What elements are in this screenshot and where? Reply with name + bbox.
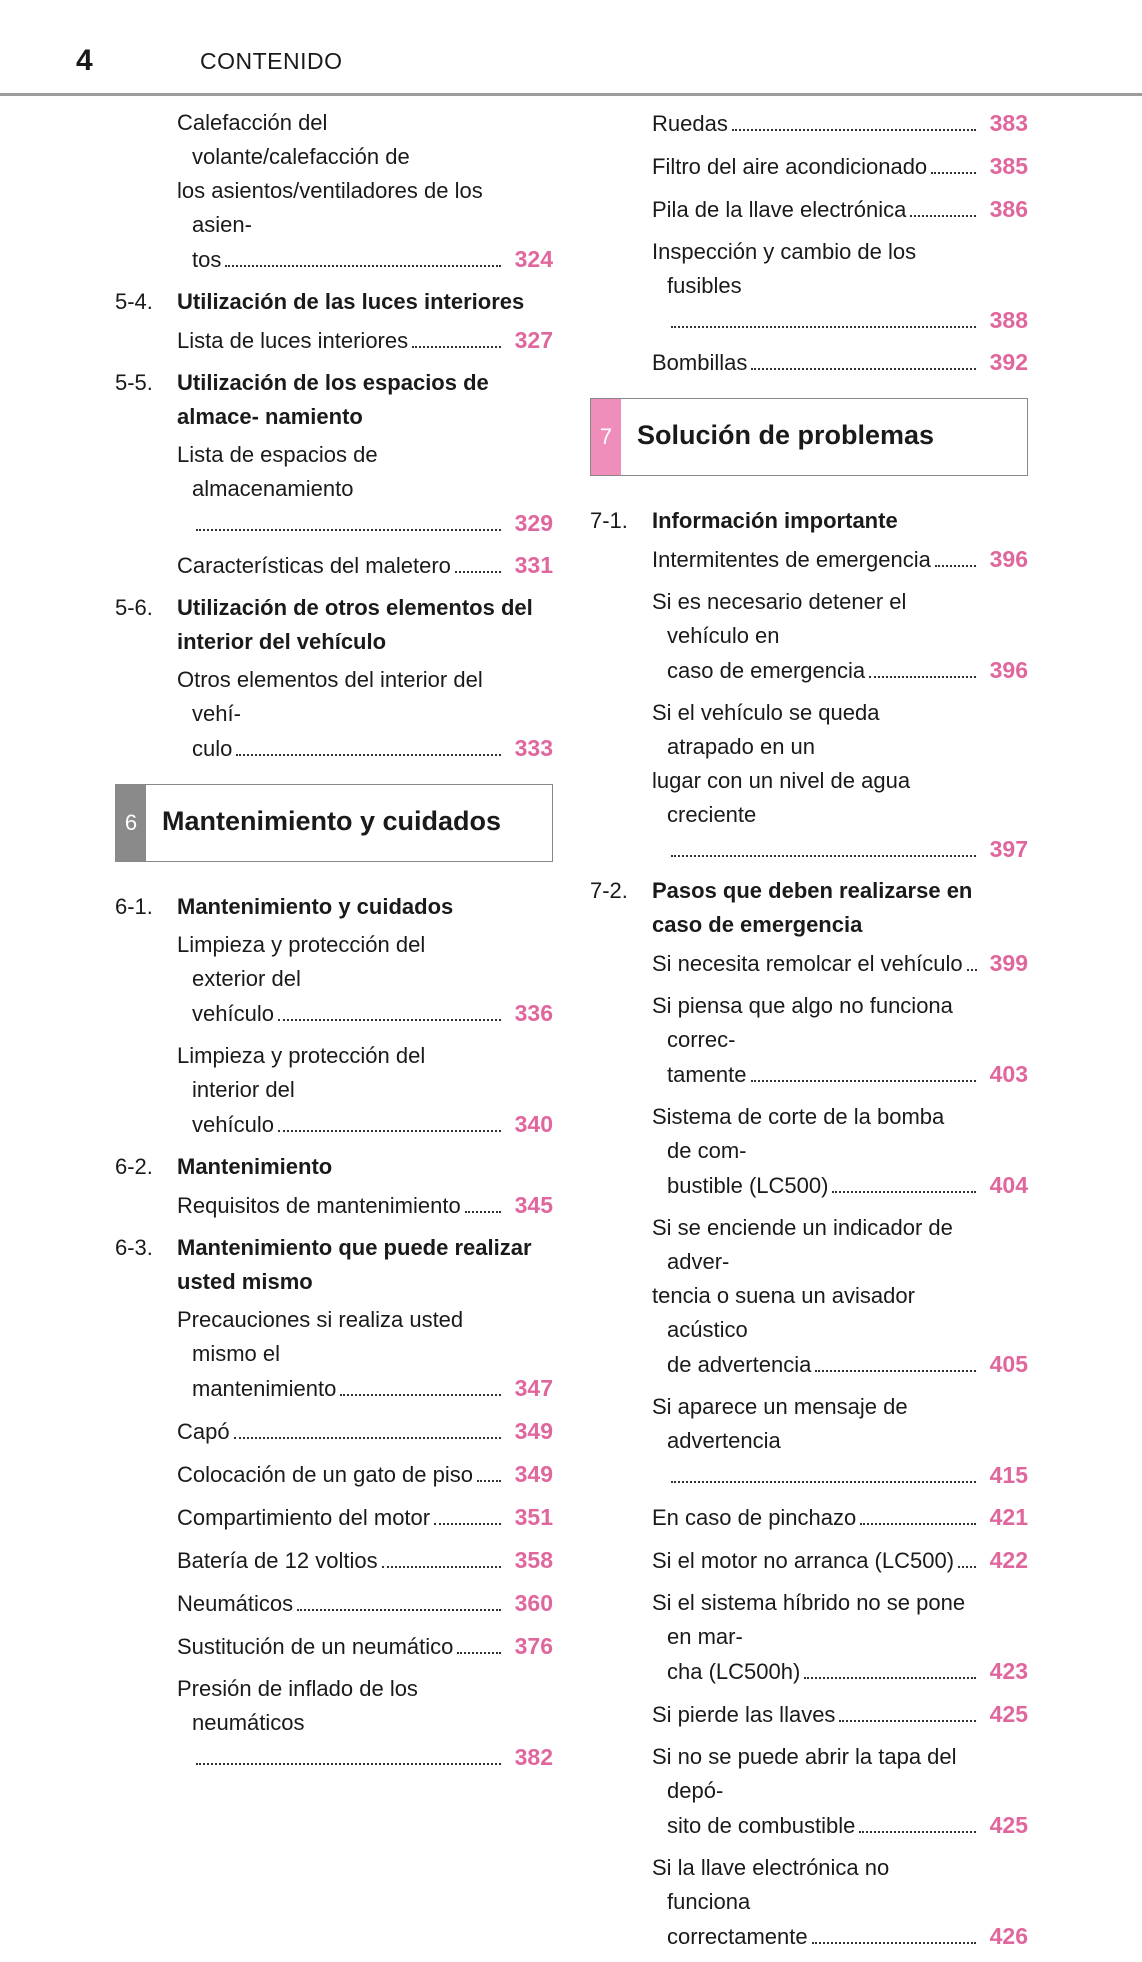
page-ref[interactable]: 360 <box>514 1590 553 1616</box>
section-title: Pasos que deben realizarse en caso de emergencia <box>652 878 973 937</box>
toc-column-right <box>590 106 1028 1962</box>
toc-entry[interactable] <box>590 149 1028 184</box>
dot-leader <box>225 265 501 267</box>
section-heading <box>115 890 553 924</box>
section-heading <box>115 1150 553 1184</box>
section-number: 7-1. <box>590 508 628 533</box>
dot-leader <box>804 1677 976 1679</box>
dot-leader <box>671 1481 976 1483</box>
entry-line: Intermitentes de emergencia <box>652 547 931 572</box>
page-ref[interactable]: 347 <box>514 1375 553 1401</box>
dot-leader <box>434 1523 501 1525</box>
page-ref[interactable]: 396 <box>989 546 1028 572</box>
section-heading <box>115 591 553 659</box>
entry-line: Requisitos de mantenimiento <box>177 1193 461 1218</box>
section-heading <box>590 504 1028 538</box>
entry-leader-row <box>177 1500 553 1535</box>
entry-leader-row <box>652 1654 1028 1689</box>
page-ref[interactable]: 423 <box>989 1658 1028 1684</box>
dot-leader <box>832 1191 976 1193</box>
dot-leader <box>671 326 976 328</box>
toc-entry[interactable] <box>590 1100 1028 1203</box>
entry-line: Otros elementos del interior del vehí- <box>177 667 483 726</box>
page-ref[interactable]: 403 <box>989 1061 1028 1087</box>
entry-leader-row <box>177 242 553 277</box>
page-ref[interactable]: 388 <box>989 307 1028 333</box>
toc-column-left <box>115 106 553 1782</box>
dot-leader <box>340 1394 501 1396</box>
section-title: Utilización de las luces interiores <box>177 289 525 314</box>
toc-entry[interactable] <box>115 1629 553 1664</box>
entry-line: caso de emergencia <box>667 658 866 683</box>
page-ref[interactable]: 385 <box>989 153 1028 179</box>
dot-leader <box>815 1370 976 1372</box>
section-number: 5-5. <box>115 370 153 395</box>
chapter-number: 7 <box>591 399 621 475</box>
entry-leader-row <box>177 731 553 766</box>
entry-line: cha (LC500h) <box>667 1659 801 1684</box>
page-ref[interactable]: 425 <box>989 1701 1028 1727</box>
page-ref[interactable]: 349 <box>514 1461 553 1487</box>
toc-entry[interactable] <box>590 1851 1028 1954</box>
entry-leader-row <box>652 106 1028 141</box>
dot-leader <box>278 1019 501 1021</box>
toc-entry[interactable] <box>590 1211 1028 1382</box>
page-ref[interactable]: 333 <box>514 735 553 761</box>
entry-leader-row <box>652 1347 1028 1382</box>
page-ref[interactable]: 340 <box>514 1111 553 1137</box>
dot-leader <box>910 215 976 217</box>
page-ref[interactable]: 397 <box>989 836 1028 862</box>
entry-leader-row <box>652 946 1028 981</box>
toc-entry[interactable] <box>590 946 1028 981</box>
page-ref[interactable]: 351 <box>514 1504 553 1530</box>
entry-line: Si se enciende un indicador de adver- <box>652 1215 953 1274</box>
page-ref[interactable]: 425 <box>989 1812 1028 1838</box>
entry-leader-row <box>652 1543 1028 1578</box>
page-ref[interactable]: 399 <box>989 950 1028 976</box>
page-ref[interactable]: 415 <box>989 1462 1028 1488</box>
dot-leader <box>839 1720 976 1722</box>
toc-entry[interactable] <box>590 235 1028 337</box>
entry-leader-row <box>652 1808 1028 1843</box>
entry-line: Si el vehículo se queda atrapado en un <box>652 700 880 759</box>
entry-line: Si necesita remolcar el vehículo <box>652 951 963 976</box>
dot-leader <box>297 1609 501 1611</box>
entry-line: Si es necesario detener el vehículo en <box>652 589 907 648</box>
page-ref[interactable]: 421 <box>989 1504 1028 1530</box>
entry-line: Capó <box>177 1419 230 1444</box>
entry-line: Sustitución de un neumático <box>177 1634 454 1659</box>
dot-leader <box>859 1831 976 1833</box>
entry-leader-row <box>652 832 1028 866</box>
entry-line: Inspección y cambio de los fusibles <box>652 239 917 298</box>
dot-leader <box>455 571 501 573</box>
page-ref[interactable]: 336 <box>514 1000 553 1026</box>
entry-line: Compartimiento del motor <box>177 1505 431 1530</box>
toc-entry[interactable] <box>590 585 1028 688</box>
dot-leader <box>196 1763 501 1765</box>
section-number: 5-6. <box>115 595 153 620</box>
page-ref[interactable]: 349 <box>514 1418 553 1444</box>
entry-line: tamente <box>667 1062 747 1087</box>
entry-line: vehículo <box>192 1001 274 1026</box>
entry-leader-row <box>652 1919 1028 1954</box>
entry-line: Si aparece un mensaje de advertencia <box>652 1394 908 1453</box>
toc-entry[interactable] <box>590 696 1028 866</box>
section-title: Mantenimiento que puede realizar usted mismo <box>177 1235 532 1294</box>
entry-line: Precauciones si realiza usted mismo el <box>177 1307 464 1366</box>
toc-entry[interactable] <box>115 1039 553 1142</box>
page-ref[interactable]: 345 <box>514 1192 553 1218</box>
dot-leader <box>935 565 976 567</box>
entry-line: lugar con un nivel de agua creciente <box>652 768 911 827</box>
entry-leader-row <box>652 149 1028 184</box>
toc-entry[interactable] <box>115 663 553 766</box>
entry-line: culo <box>192 736 233 761</box>
section-heading <box>115 285 553 319</box>
entry-leader-row <box>177 506 553 540</box>
entry-line: Ruedas <box>652 111 728 136</box>
page-ref[interactable]: 383 <box>989 110 1028 136</box>
dot-leader <box>958 1566 976 1568</box>
entry-line: Bombillas <box>652 350 748 375</box>
toc-entry[interactable] <box>115 1500 553 1535</box>
toc-entry[interactable] <box>590 1697 1028 1732</box>
section-title: Mantenimiento <box>177 1154 333 1179</box>
dot-leader <box>196 529 501 531</box>
dot-leader <box>751 1080 977 1082</box>
dot-leader <box>860 1523 976 1525</box>
toc-entry[interactable] <box>590 1500 1028 1535</box>
section-heading <box>115 1231 553 1299</box>
section-number: 5-4. <box>115 289 153 314</box>
toc-entry[interactable] <box>590 1586 1028 1689</box>
dot-leader <box>236 754 501 756</box>
entry-line: Limpieza y protección del exterior del <box>177 932 426 991</box>
dot-leader <box>465 1211 501 1213</box>
dot-leader <box>931 172 976 174</box>
toc-entry[interactable] <box>590 1543 1028 1578</box>
page-ref[interactable]: 382 <box>514 1744 553 1770</box>
page-ref[interactable]: 422 <box>989 1547 1028 1573</box>
entry-leader-row <box>652 303 1028 337</box>
toc-entry[interactable] <box>115 438 553 540</box>
toc-entry[interactable] <box>115 548 553 583</box>
toc-entry[interactable] <box>590 345 1028 380</box>
dot-leader <box>477 1480 501 1482</box>
entry-line: tencia o suena un avisador acústico <box>652 1283 915 1342</box>
toc-entry[interactable] <box>590 192 1028 227</box>
page-ref[interactable]: 329 <box>514 510 553 536</box>
chapter-title: Mantenimiento y cuidados <box>162 806 502 836</box>
page-number: 4 <box>76 44 93 77</box>
entry-leader-row <box>177 1371 553 1406</box>
entry-line: Si la llave electrónica no funciona <box>652 1855 890 1914</box>
entry-line: Lista de luces interiores <box>177 328 409 353</box>
dot-leader <box>751 368 976 370</box>
toc-entry[interactable] <box>115 323 553 358</box>
section-heading <box>590 874 1028 942</box>
entry-line: mantenimiento <box>192 1376 337 1401</box>
entry-leader-row <box>177 1457 553 1492</box>
entry-leader-row <box>652 542 1028 577</box>
toc-entry[interactable] <box>115 106 553 277</box>
toc-entry[interactable] <box>590 1740 1028 1843</box>
entry-line: Batería de 12 voltios <box>177 1548 378 1573</box>
entry-leader-row <box>177 323 553 358</box>
entry-line: Lista de espacios de almacenamiento <box>177 442 378 501</box>
entry-line: Neumáticos <box>177 1591 294 1616</box>
toc-entry[interactable] <box>115 1543 553 1578</box>
entry-line: Si pierde las llaves <box>652 1702 836 1727</box>
toc-entry[interactable] <box>115 1188 553 1223</box>
entry-line: Pila de la llave electrónica <box>652 197 907 222</box>
dot-leader <box>278 1130 501 1132</box>
entry-line: tos <box>192 247 222 272</box>
entry-line: bustible (LC500) <box>667 1173 829 1198</box>
entry-line: Características del maletero <box>177 553 451 578</box>
toc-entry[interactable] <box>115 1586 553 1621</box>
entry-line: correctamente <box>667 1924 808 1949</box>
page-ref[interactable]: 405 <box>989 1351 1028 1377</box>
section-title: Utilización de los espacios de almace- namiento <box>177 370 489 429</box>
dot-leader <box>967 969 977 971</box>
page-ref[interactable]: 404 <box>989 1172 1028 1198</box>
section-title: Mantenimiento y cuidados <box>177 894 454 919</box>
page-ref[interactable]: 392 <box>989 349 1028 375</box>
dot-leader <box>869 676 976 678</box>
entry-leader-row <box>177 1188 553 1223</box>
page-ref[interactable]: 327 <box>514 327 553 353</box>
section-number: 7-2. <box>590 878 628 903</box>
entry-line: los asientos/ventiladores de los asien- <box>177 178 483 237</box>
entry-leader-row <box>652 1057 1028 1092</box>
dot-leader <box>412 346 501 348</box>
chapter-banner <box>590 398 1028 476</box>
chapter-number: 6 <box>116 785 146 861</box>
entry-line: En caso de pinchazo <box>652 1505 857 1530</box>
entry-leader-row <box>177 1586 553 1621</box>
page-header <box>0 0 1142 96</box>
entry-line: Sistema de corte de la bomba de com- <box>652 1104 945 1163</box>
page-ref[interactable]: 324 <box>514 246 553 272</box>
entry-leader-row <box>177 1414 553 1449</box>
page-ref[interactable]: 386 <box>989 196 1028 222</box>
entry-line: Si no se puede abrir la tapa del depó- <box>652 1744 957 1803</box>
section-title: Información importante <box>652 508 898 533</box>
entry-leader-row <box>177 1543 553 1578</box>
toc-entry[interactable] <box>115 1457 553 1492</box>
entry-leader-row <box>177 996 553 1031</box>
section-number: 6-2. <box>115 1154 153 1179</box>
entry-line: Colocación de un gato de piso <box>177 1462 473 1487</box>
dot-leader <box>671 855 976 857</box>
toc-entry[interactable] <box>115 928 553 1031</box>
entry-leader-row <box>177 1107 553 1142</box>
entry-leader-row <box>652 345 1028 380</box>
dot-leader <box>732 129 976 131</box>
page-title: CONTENIDO <box>200 48 343 74</box>
entry-leader-row <box>177 548 553 583</box>
toc-entry[interactable] <box>590 989 1028 1092</box>
entry-line: Presión de inflado de los neumáticos <box>177 1676 418 1735</box>
entry-line: vehículo <box>192 1112 274 1137</box>
entry-line: de advertencia <box>667 1352 812 1377</box>
entry-line: Calefacción del volante/calefacción de <box>177 110 410 169</box>
page-ref[interactable]: 358 <box>514 1547 553 1573</box>
entry-leader-row <box>177 1629 553 1664</box>
entry-leader-row <box>652 1697 1028 1732</box>
entry-line: Si el motor no arranca (LC500) <box>652 1548 955 1573</box>
entry-leader-row <box>652 1458 1028 1492</box>
toc-entry[interactable] <box>115 1303 553 1406</box>
toc-entry[interactable] <box>590 542 1028 577</box>
toc-entry[interactable] <box>590 1390 1028 1492</box>
entry-line: Filtro del aire acondicionado <box>652 154 928 179</box>
entry-line: Si el sistema híbrido no se pone en mar- <box>652 1590 966 1649</box>
toc-entry[interactable] <box>115 1672 553 1774</box>
entry-leader-row <box>177 1740 553 1774</box>
section-number: 6-1. <box>115 894 153 919</box>
page-ref[interactable]: 396 <box>989 657 1028 683</box>
dot-leader <box>382 1566 501 1568</box>
entry-leader-row <box>652 653 1028 688</box>
dot-leader <box>234 1437 501 1439</box>
chapter-banner <box>115 784 553 862</box>
entry-line: Limpieza y protección del interior del <box>177 1043 426 1102</box>
entry-leader-row <box>652 192 1028 227</box>
section-title: Utilización de otros elementos del interior del vehículo <box>177 595 533 654</box>
page-ref[interactable]: 376 <box>514 1633 553 1659</box>
dot-leader <box>812 1942 976 1944</box>
page-ref[interactable]: 331 <box>514 552 553 578</box>
entry-leader-row <box>652 1500 1028 1535</box>
entry-leader-row <box>652 1168 1028 1203</box>
toc-entry[interactable] <box>590 106 1028 141</box>
section-heading <box>115 366 553 434</box>
entry-line: Si piensa que algo no funciona correc- <box>652 993 953 1052</box>
page-ref[interactable]: 426 <box>989 1923 1028 1949</box>
toc-entry[interactable] <box>115 1414 553 1449</box>
chapter-title: Solución de problemas <box>637 420 935 450</box>
entry-line: sito de combustible <box>667 1813 856 1838</box>
header-divider <box>0 93 1142 96</box>
section-number: 6-3. <box>115 1235 153 1260</box>
